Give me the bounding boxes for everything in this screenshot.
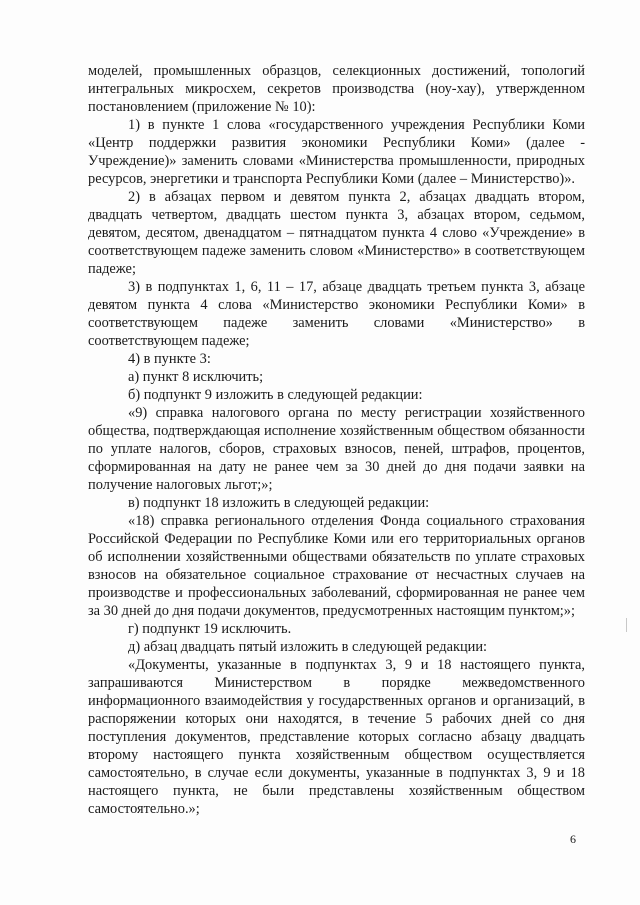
paragraph-item-3: 3) в подпунктах 1, 6, 11 – 17, абзаце двадцать третьем пункта 3, абзаце девятом пункта 4 слова «Министерство экономики Республики Коми» в соответствующем падеже заменить словами «Министерство» в соответствующем падеже; (88, 279, 585, 349)
paragraph-quote-documents: «Документы, указанные в подпунктах 3, 9 и 18 настоящего пункта, запрашиваются Министерством в порядке межведомственного информационного взаимодействия у государственных органов и организаций, в распоряжении которых они находятся, в течение 5 рабочих дней со дня поступления документов, представление которых согласно абзацу двадцать второму настоящего пункта хозяйственным обществом осуществляется самостоятельно, в случае если документы, указанные в подпунктах 3, 9 и 18 настоящего пункта, не были представлены хозяйственным обществом самостоятельно.»; (88, 657, 585, 817)
paragraph-subitem-v: в) подпункт 18 изложить в следующей редакции: (128, 495, 430, 511)
paragraph-subitem-b: б) подпункт 9 изложить в следующей редакции: (128, 387, 423, 403)
paragraph-continuation: моделей, промышленных образцов, селекционных достижений, топологий интегральных микросхем, секретов производства (ноу-хау), утвержденном постановлением (приложение № 10): (88, 63, 585, 115)
paragraph-subitem-d: д) абзац двадцать пятый изложить в следующей редакции: (128, 639, 488, 655)
paragraph-subitem-g: г) подпункт 19 исключить. (128, 621, 292, 637)
paragraph-item-1: 1) в пункте 1 слова «государственного учреждения Республики Коми «Центр поддержки развития экономики Республики Коми» (далее - Учреждение)» заменить словами «Министерства промышленности, природных ресурсов, энергетики и транспорта Республики Коми (далее – Министерство)». (88, 117, 585, 187)
paragraph-item-2: 2) в абзацах первом и девятом пункта 2, абзацах двадцать втором, двадцать четвертом, двадцать шестом пункта 3, абзацах втором, седьмом, девятом, десятом, двенадцатом – пятнадцатом пункта 4 слово «Учреждение» в соответствующем падеже заменить словом «Министерство» в соответствующем падеже; (88, 189, 585, 277)
paragraph-quote-18: «18) справка регионального отделения Фонда социального страхования Российской Федерации по Республике Коми или его территориальных органов об исполнении хозяйственными обществами обязательств по уплате страховых взносов на обязательное социальное страхование от несчастных случаев на производстве и профессиональных заболеваний, сформированная не ранее чем за 30 дней до дня подачи документов, предусмотренных настоящим пунктом;»; (88, 513, 585, 619)
paragraph-item-4: 4) в пункте 3: (128, 351, 211, 367)
scan-artifact (626, 618, 627, 632)
document-body (88, 62, 585, 818)
paragraph-quote-9: «9) справка налогового органа по месту регистрации хозяйственного общества, подтверждающая исполнение хозяйственным обществом обязанности по уплате налогов, сборов, страховых взносов, пеней, штрафов, процентов, сформированная на дату не ранее чем за 30 дней до дня подачи заявки на получение налоговых льгот;»; (88, 405, 585, 493)
paragraph-subitem-a: а) пункт 8 исключить; (128, 369, 264, 385)
page-number: 6 (570, 832, 576, 846)
